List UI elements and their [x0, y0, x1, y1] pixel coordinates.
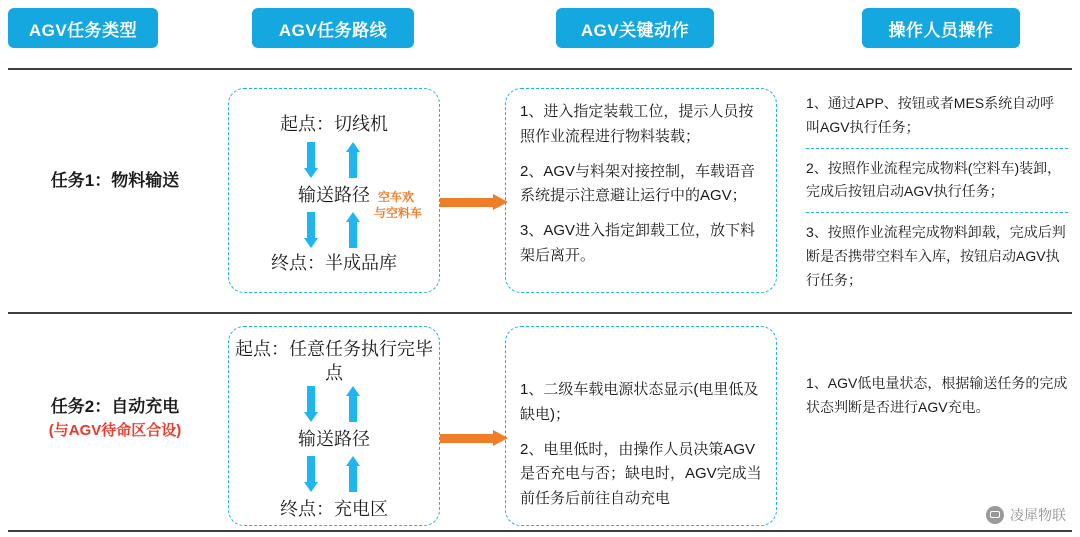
row-2-route-end: 终点：充电区 [280, 499, 388, 519]
row-1-arrow-down-lower [304, 212, 318, 248]
row-1-route-end: 终点：半成品库 [271, 253, 397, 273]
row-1-arrow-up-upper [346, 142, 360, 178]
header-pill-operator-action [862, 8, 1020, 48]
header-pill-task-route [252, 8, 414, 48]
row-1-operator-column [806, 92, 1068, 293]
row-2-arrow-down-lower [304, 456, 318, 492]
row-1-action-item: 1、进入指定装载工位，提示人员按照作业流程进行物料装载； [520, 103, 754, 145]
header-pill-label: AGV关键动作 [580, 20, 690, 40]
header-pill-key-action [556, 8, 714, 48]
row-1-connector-arrow [440, 194, 508, 210]
row-2-task-title: 任务2：自动充电 [50, 397, 180, 416]
row-1-task-title: 任务1：物料输送 [50, 171, 180, 190]
wechat-icon [986, 506, 1004, 524]
row-2-arrow-up-lower [346, 456, 360, 492]
row-2-task-subtitle: (与AGV待命区合设) [48, 421, 182, 439]
header-row [0, 8, 1080, 58]
row-1-action-text [520, 100, 768, 279]
row-2-operator-column [806, 372, 1068, 420]
row-2-action-item: 2、电里低时，由操作人员决策AGV是否充电与否；缺电时，AGV完成当前任务后前往自动充电 [520, 440, 762, 507]
divider-middle [8, 312, 1072, 314]
operator-separator [806, 148, 1068, 149]
row-1-arrow-up-lower [346, 212, 360, 248]
row-1-action-item: 2、AGV与料架对接控制，车载语音系统提示注意避让运行中的AGV； [520, 162, 756, 205]
row-1-operator-item: 3、按照作业流程完成物料卸载，完成后判断是否携带空料车入库，按钮启动AGV执行任务； [806, 224, 1066, 288]
divider-bottom [8, 530, 1072, 532]
row-1-route-start: 起点：切线机 [280, 114, 388, 134]
row-2-arrow-down-upper [304, 386, 318, 422]
row-1-operator-item: 2、按照作业流程完成物料(空料车)装卸，完成后按钮启动AGV执行任务； [806, 159, 1062, 200]
row-2-task-label [10, 394, 220, 442]
row-2-arrow-up-upper [346, 386, 360, 422]
header-pill-label: 操作人员操作 [888, 20, 994, 40]
row-2-action-text [520, 378, 768, 522]
row-1-task-label [10, 168, 220, 194]
header-pill-label: AGV任务路线 [278, 20, 388, 40]
row-1-connector-label-line1: 空车欢 [378, 190, 415, 204]
divider-top [8, 68, 1072, 70]
operator-separator [806, 212, 1068, 213]
row-2-connector-arrow [440, 430, 508, 446]
row-1-action-item: 3、AGV进入指定卸载工位，放下料架后离开。 [520, 222, 756, 264]
row-1-connector-label-line2: 与空料车 [374, 206, 423, 220]
row-2-action-item: 1、二级车载电源状态显示(电里低及缺电)； [520, 381, 759, 423]
watermark-label: 凌犀物联 [1010, 507, 1066, 523]
row-2-route-start: 起点：任意任务执行完毕点 [235, 339, 433, 384]
header-pill-task-type [8, 8, 158, 48]
header-pill-label: AGV任务类型 [28, 20, 138, 40]
row-1-arrow-down-upper [304, 142, 318, 178]
row-1-operator-item: 1、通过APP、按钮或者MES系统自动呼叫AGV执行任务； [806, 95, 1055, 135]
row-2-route-middle: 输送路径 [298, 429, 370, 449]
row-1-route-middle: 输送路径 [298, 185, 370, 205]
watermark [986, 505, 1066, 525]
row-2-operator-item: 1、AGV低电量状态，根据输送任务的完成状态判断是否进行AGV充电。 [806, 375, 1068, 415]
